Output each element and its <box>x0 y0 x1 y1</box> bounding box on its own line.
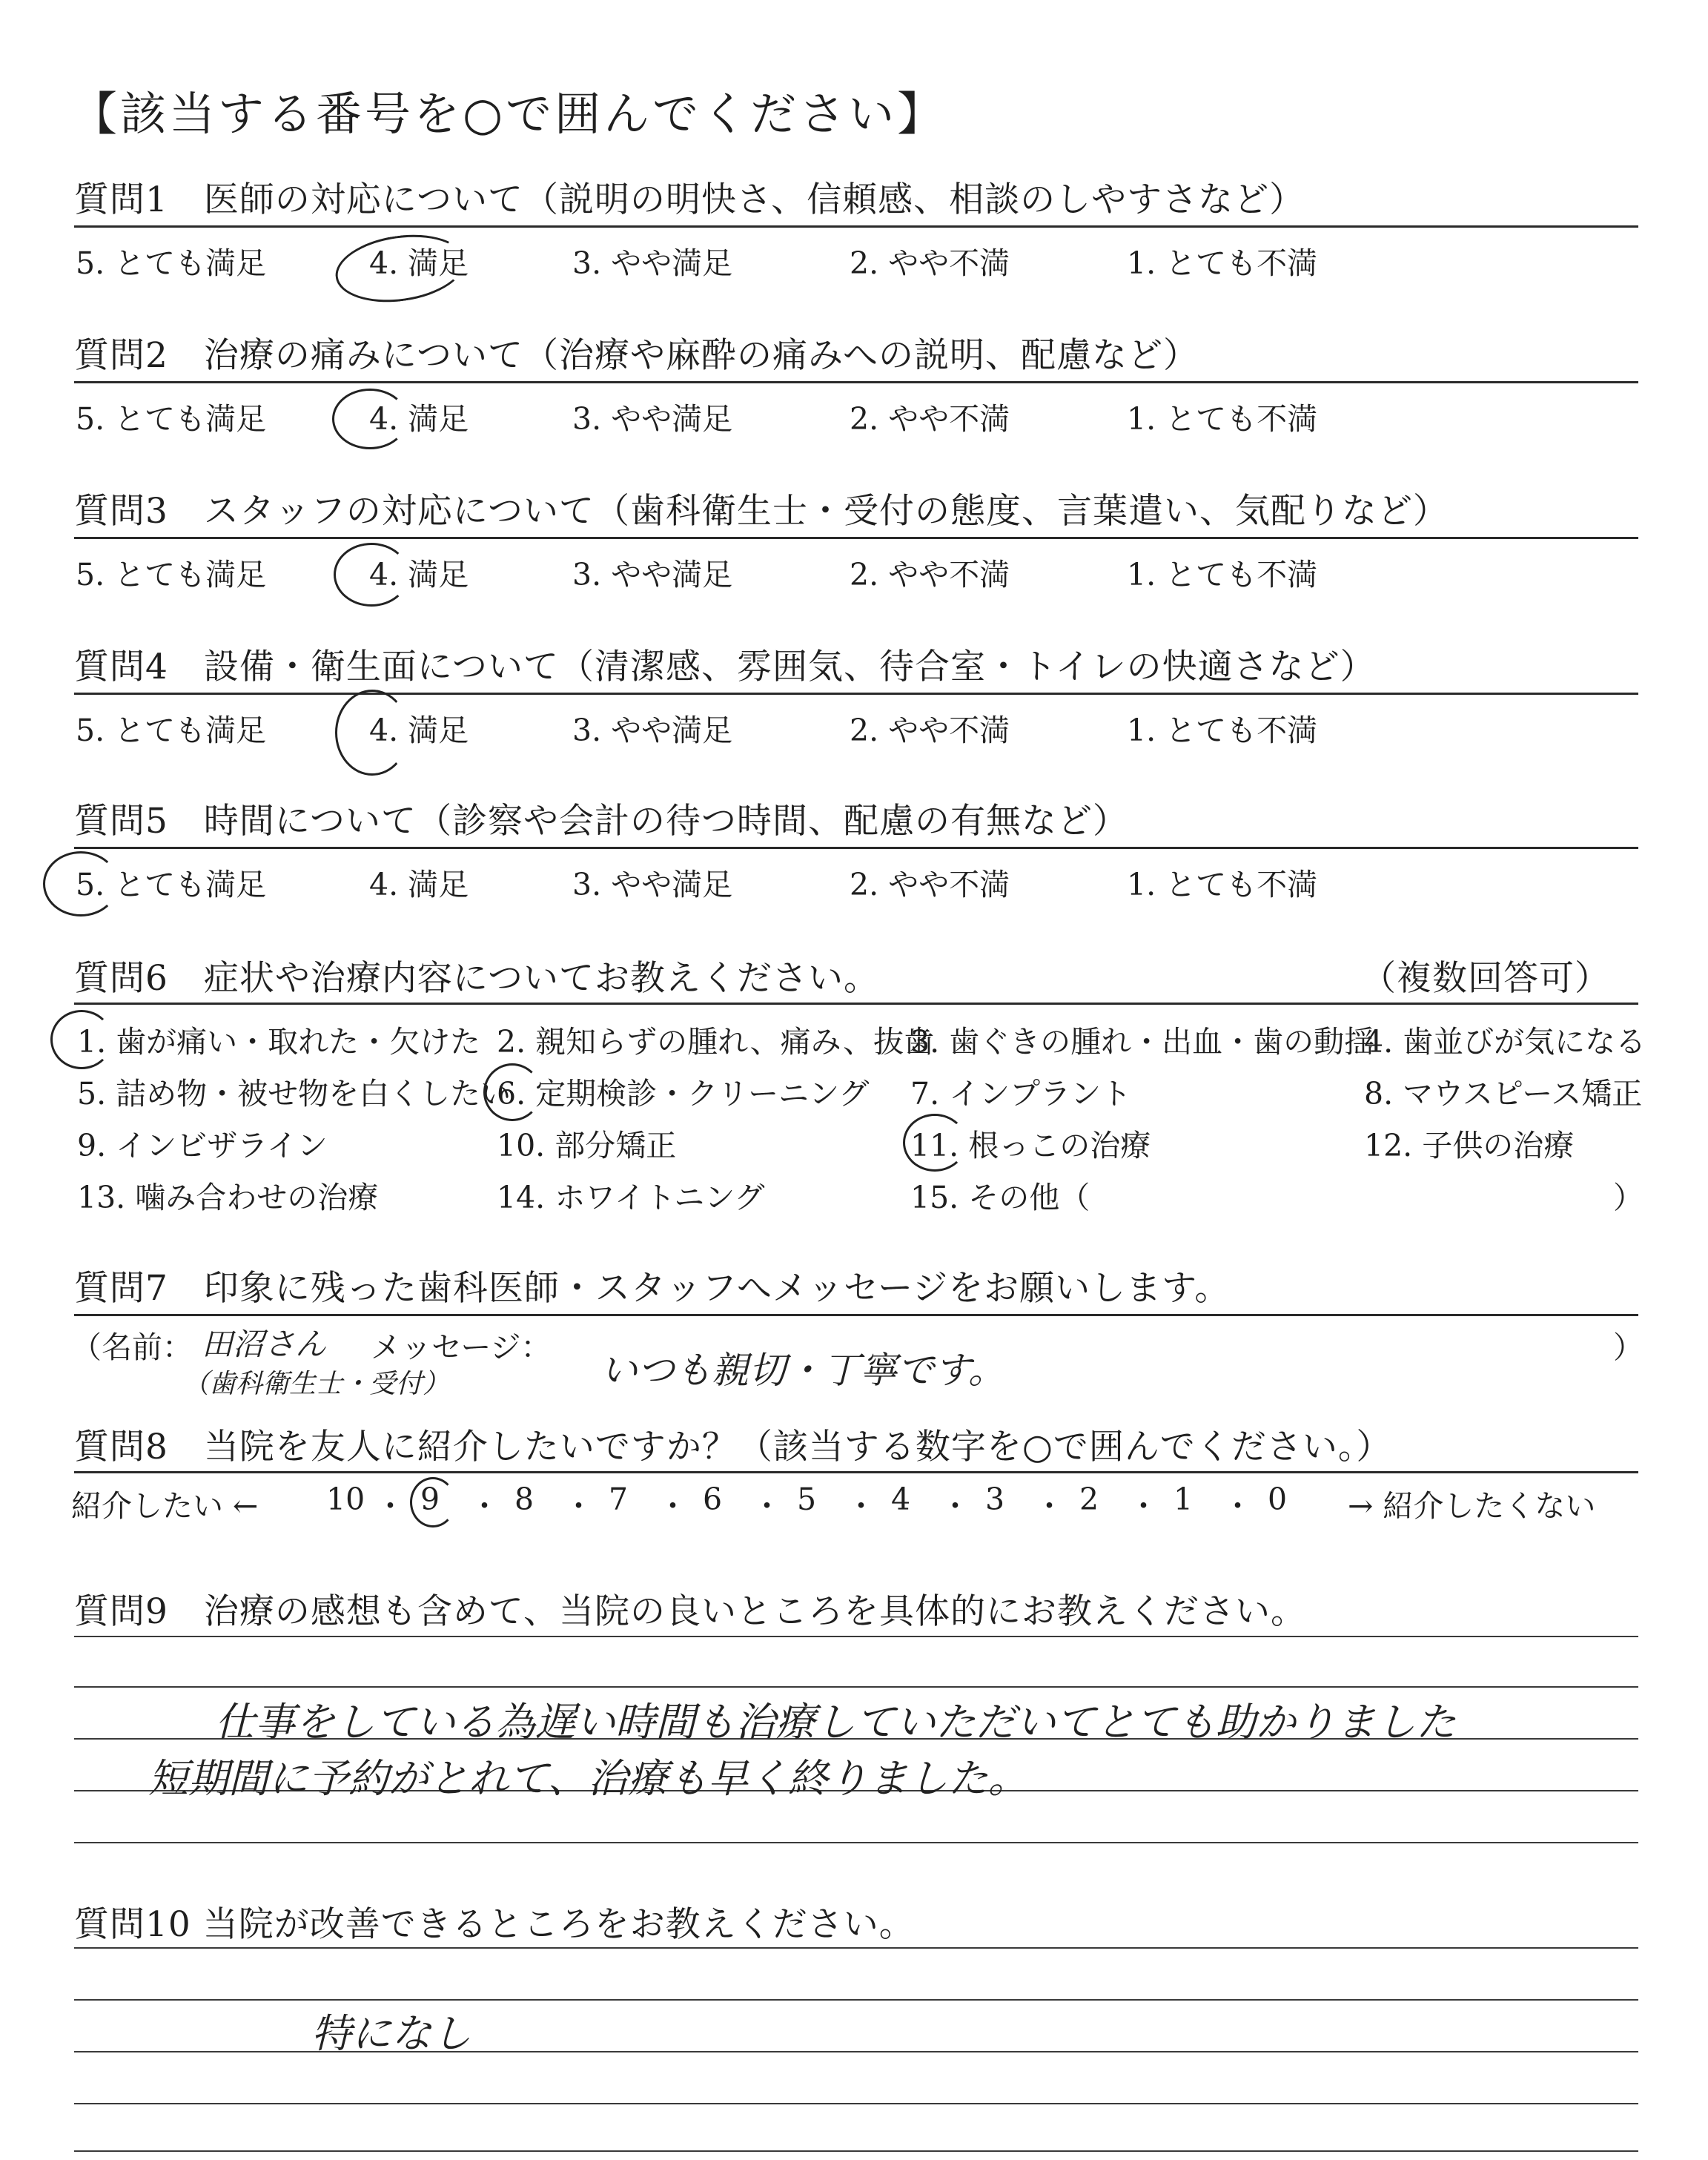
q6-item-15[interactable]: 15. その他（ <box>910 1180 1090 1215</box>
q2-option-1[interactable]: 1. とても不満 <box>1127 401 1318 437</box>
q1-option-2[interactable]: 2. やや不満 <box>850 245 1010 281</box>
q2-option-4[interactable]: 4. 満足 <box>369 401 469 437</box>
q7-handwritten-name: 田沼さん <box>202 1326 327 1362</box>
q8-scale-option-7[interactable]: 7 <box>609 1482 629 1517</box>
q8-scale-separator: ・ <box>1222 1488 1253 1524</box>
question-6-note: （複数回答可） <box>1361 958 1610 999</box>
answer-line <box>74 1999 1638 2001</box>
q4-option-3[interactable]: 3. やや満足 <box>572 713 733 748</box>
q8-scale-separator: ・ <box>658 1488 688 1524</box>
q8-scale-separator: ・ <box>1128 1488 1159 1524</box>
q6-item-10[interactable]: 10. 部分矯正 <box>497 1128 677 1163</box>
page-title: 【該当する番号を○で囲んでください】 <box>71 87 947 141</box>
q4-option-5[interactable]: 5. とても満足 <box>76 713 267 748</box>
q2-option-5[interactable]: 5. とても満足 <box>76 401 267 437</box>
q3-option-5[interactable]: 5. とても満足 <box>76 557 267 592</box>
divider <box>74 537 1638 539</box>
question-9-title: 質問9 治療の感想も含めて、当院の良いところを具体的にお教えください。 <box>74 1591 1306 1632</box>
q1-option-1[interactable]: 1. とても不満 <box>1127 245 1318 281</box>
answer-line <box>74 2103 1638 2104</box>
q2-selection-circle <box>332 389 408 449</box>
q6-item-8[interactable]: 8. マウスピース矯正 <box>1364 1076 1643 1112</box>
q8-scale-option-9[interactable]: 9 <box>420 1482 440 1517</box>
divider <box>74 381 1638 383</box>
q8-scale-option-5[interactable]: 5 <box>797 1482 817 1517</box>
q6-item-13[interactable]: 13. 噛み合わせの治療 <box>77 1180 379 1215</box>
q8-scale-option-8[interactable]: 8 <box>514 1482 534 1517</box>
q7-name-label: （名前： <box>71 1330 193 1365</box>
q6-selection-circle-1 <box>50 1010 113 1069</box>
q5-selection-circle <box>43 851 119 916</box>
q6-item-7[interactable]: 7. インプラント <box>910 1076 1132 1112</box>
q4-option-4[interactable]: 4. 満足 <box>369 713 469 748</box>
answer-line <box>74 1947 1638 1949</box>
divider <box>74 1003 1638 1005</box>
q7-message-label: メッセージ： <box>371 1330 552 1365</box>
divider <box>74 847 1638 849</box>
q2-option-3[interactable]: 3. やや満足 <box>572 401 733 437</box>
question-8-title: 質問8 当院を友人に紹介したいですか？（該当する数字を○で囲んでください。） <box>74 1427 1392 1467</box>
divider <box>74 225 1638 228</box>
q6-item-12[interactable]: 12. 子供の治療 <box>1364 1128 1575 1163</box>
answer-line <box>74 1636 1638 1637</box>
q3-option-4[interactable]: 4. 満足 <box>369 557 469 592</box>
q7-handwritten-message: いつも親切・丁寧です。 <box>600 1349 1005 1392</box>
q4-option-1[interactable]: 1. とても不満 <box>1127 713 1318 748</box>
q7-handwritten-role: （歯科衛生士・受付） <box>182 1369 450 1399</box>
question-1-title: 質問1 医師の対応について（説明の明快さ、信頼感、相談のしやすさなど） <box>74 179 1305 220</box>
q4-selection-circle <box>335 690 409 776</box>
q8-scale-option-2[interactable]: 2 <box>1079 1482 1099 1517</box>
q6-item-2[interactable]: 2. 親知らずの腫れ、痛み、抜歯 <box>497 1024 935 1060</box>
question-2-title: 質問2 治療の痛みについて（治療や麻酔の痛みへの説明、配慮など） <box>74 335 1199 376</box>
q5-option-3[interactable]: 3. やや満足 <box>572 867 733 902</box>
q8-scale-separator: ・ <box>846 1488 876 1524</box>
q3-option-2[interactable]: 2. やや不満 <box>850 557 1010 592</box>
q1-option-5[interactable]: 5. とても満足 <box>76 245 267 281</box>
q8-scale-separator: ・ <box>563 1488 594 1524</box>
q5-option-2[interactable]: 2. やや不満 <box>850 867 1010 902</box>
q6-item-14[interactable]: 14. ホワイトニング <box>497 1180 765 1215</box>
q3-option-1[interactable]: 1. とても不満 <box>1127 557 1318 592</box>
q9-handwritten-line-1: 仕事をしている為遅い時間も治療していただいてとても助かりました <box>215 1699 1456 1745</box>
q6-selection-circle-6 <box>483 1063 541 1121</box>
question-6-title: 質問6 症状や治療内容についてお教えください。 <box>74 958 879 999</box>
q8-scale-option-1[interactable]: 1 <box>1174 1482 1194 1517</box>
question-5-title: 質問5 時間について（診察や会計の待つ時間、配慮の有無など） <box>74 801 1128 842</box>
q8-scale-separator: ・ <box>375 1488 406 1524</box>
q5-option-4[interactable]: 4. 満足 <box>369 867 469 902</box>
q1-option-4[interactable]: 4. 満足 <box>369 245 469 281</box>
question-10-title: 質問10 当院が改善できるところをお教えください。 <box>74 1904 915 1945</box>
q8-scale-option-4[interactable]: 4 <box>891 1482 911 1517</box>
q6-item-6[interactable]: 6. 定期検診・クリーニング <box>497 1076 870 1112</box>
question-4-title: 質問4 設備・衛生面について（清潔感、雰囲気、待合室・トイレの快適さなど） <box>74 647 1376 687</box>
divider <box>74 693 1638 695</box>
divider <box>74 1471 1638 1473</box>
q2-option-2[interactable]: 2. やや不満 <box>850 401 1010 437</box>
q10-handwritten-answer: 特になし <box>311 2010 471 2057</box>
q6-item-11[interactable]: 11. 根っこの治療 <box>910 1128 1151 1163</box>
answer-line <box>74 2051 1638 2052</box>
q4-option-2[interactable]: 2. やや不満 <box>850 713 1010 748</box>
q7-close-paren: ） <box>1613 1330 1644 1365</box>
q8-scale-separator: ・ <box>752 1488 782 1524</box>
q6-selection-circle-11 <box>903 1114 967 1172</box>
q8-scale-left-label: 紹介したい ← <box>71 1488 259 1524</box>
q5-option-5[interactable]: 5. とても満足 <box>76 867 267 902</box>
divider <box>74 1314 1638 1316</box>
q6-item-1[interactable]: 1. 歯が痛い・取れた・欠けた <box>77 1024 481 1060</box>
q8-scale-right-label: → 紹介したくない <box>1348 1488 1596 1524</box>
answer-line <box>74 2150 1638 2152</box>
question-7-title: 質問7 印象に残った歯科医師・スタッフへメッセージをお願いします。 <box>74 1268 1231 1309</box>
q3-selection-circle <box>334 543 409 607</box>
q8-scale-separator: ・ <box>469 1488 500 1524</box>
q9-handwritten-line-2: 短期間に予約がとれて、治療も早く終りました。 <box>148 1755 1028 1802</box>
q6-item-15-close: ） <box>1613 1180 1644 1215</box>
q8-scale-option-10[interactable]: 10 <box>326 1482 365 1517</box>
q1-option-3[interactable]: 3. やや満足 <box>572 245 733 281</box>
q8-scale-separator: ・ <box>940 1488 970 1524</box>
q8-scale-option-6[interactable]: 6 <box>703 1482 723 1517</box>
question-3-title: 質問3 スタッフの対応について（歯科衛生士・受付の態度、言葉遣い、気配りなど） <box>74 491 1449 532</box>
q3-option-3[interactable]: 3. やや満足 <box>572 557 733 592</box>
q6-item-9[interactable]: 9. インビザライン <box>77 1128 328 1163</box>
q8-scale-separator: ・ <box>1034 1488 1065 1524</box>
q8-selection-circle <box>410 1477 456 1527</box>
q6-item-4[interactable]: 4. 歯並びが気になる <box>1364 1024 1646 1060</box>
answer-line <box>74 1842 1638 1843</box>
q6-item-3[interactable]: 3. 歯ぐきの腫れ・出血・歯の動揺 <box>910 1024 1375 1060</box>
q6-item-5[interactable]: 5. 詰め物・被せ物を白くしたい <box>77 1076 512 1112</box>
q8-scale-option-3[interactable]: 3 <box>985 1482 1005 1517</box>
answer-line <box>74 1686 1638 1688</box>
q8-scale-option-0[interactable]: 0 <box>1268 1482 1288 1517</box>
q5-option-1[interactable]: 1. とても不満 <box>1127 867 1318 902</box>
